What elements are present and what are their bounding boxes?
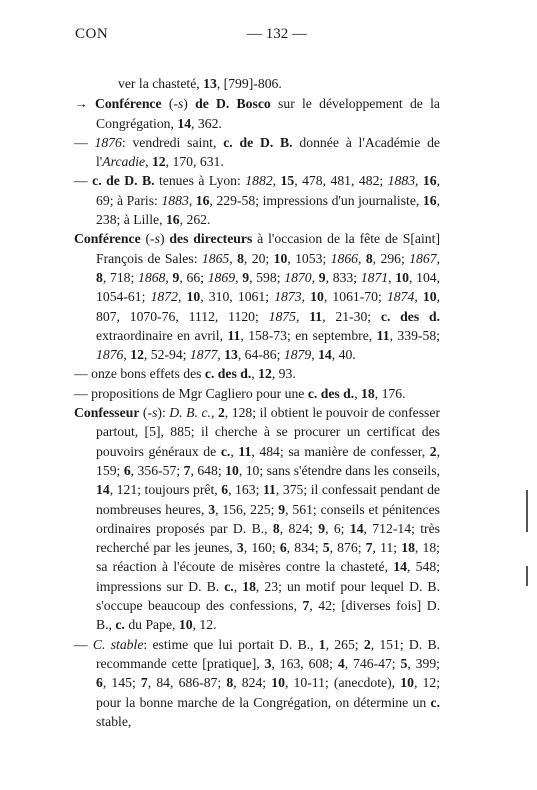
page-header xyxy=(0,26,537,46)
margin-rule xyxy=(526,566,528,586)
index-entry: — C. stable: estime que lui portait D. B., 1, 265; 2, 151; D. B. recommande cette [pratique], 3, 163, 608; 4, 746-47; 5, 399; 6, 145; 7, 84, 686-87; 8, 824; 10, 10-11; (anecdote), 10, 12; pour la bonne marche de la Congrégation, on détermine un c. stable, xyxy=(74,636,441,729)
index-entry: — onze bons effets des c. des d., 12, 93. xyxy=(74,366,296,382)
page-number: — 132 — xyxy=(247,26,307,42)
index-entries xyxy=(0,74,537,731)
index-entry: — c. de D. B. tenues à Lyon: 1882, 15, 478, 481, 482; 1883, 16, 69; à Paris: 1883, 16, 229-58; impressions d'un journaliste, 16, 238; à Lille, 16, 262. xyxy=(74,173,441,228)
index-entry: Conférence (-s) des directeurs à l'occasion de la fête de S[aint] François de Sales: 1865, 8, 20; 10, 1053; 1866, 8, 296; 1867, 8, 718; 1868, 9, 66; 1869, 9, 598; 1870, 9, 833; 1871, 10, 104, 1054-61; 1872, 10, 310, 1061; 1873, 10, 1061-70; 1874, 10, 807, 1070-76, 1112, 1120; 1875, 11, 21-30; c. des d. extraordinaire en avril, 11, 158-73; en septembre, 11, 339-58; 1876, 12, 52-94; 1877, 13, 64-86; 1879, 14, 40. xyxy=(74,231,441,363)
index-entry: — 1876: vendredi saint, c. de D. B. donnée à l'Académie de l'Arcadie, 12, 170, 631. xyxy=(74,134,441,170)
index-entry: → Conférence (-s) de D. Bosco sur le développement de la Congrégation, 14, 362. xyxy=(74,96,441,131)
section-label: CON xyxy=(75,26,109,42)
margin-rule xyxy=(526,490,528,532)
index-entry: — propositions de Mgr Cagliero pour une c. des d., 18, 176. xyxy=(74,385,406,401)
index-entry: Confesseur (-s): D. B. c., 2, 128; il obtient le pouvoir de confesser partout, [5], 885; il cherche à se procurer un certificat des pouvoirs généraux de c., 11, 484; sa manière de confesser, 2, 159; 6, 356-57; 7, 648; 10, 10; sans s'étendre dans les conseils, 14, 121; toujours prêt, 6, 163; 11, 375; il confessait pendant de nombreuses heures, 3, 156, 225; 9, 561; conseils et pénitences ordinaires proposés par D. B., 8, 824; 9, 6; 14, 712-14; très recherché par les jeunes, 3, 160; 6, 834; 5, 876; 7, 11; 18, 18; sa réaction à l'écoute de misères contre la chasteté, 14, 548; impressions sur D. B. c., 18, 23; un motif pour lequel D. B. s'occupe beaucoup des confessions, 7, 42; [diverses fois] D. B., c. du Pape, 10, 12. xyxy=(74,405,441,633)
index-entry: ver la chasteté, 13, [799]-806. xyxy=(118,76,282,91)
